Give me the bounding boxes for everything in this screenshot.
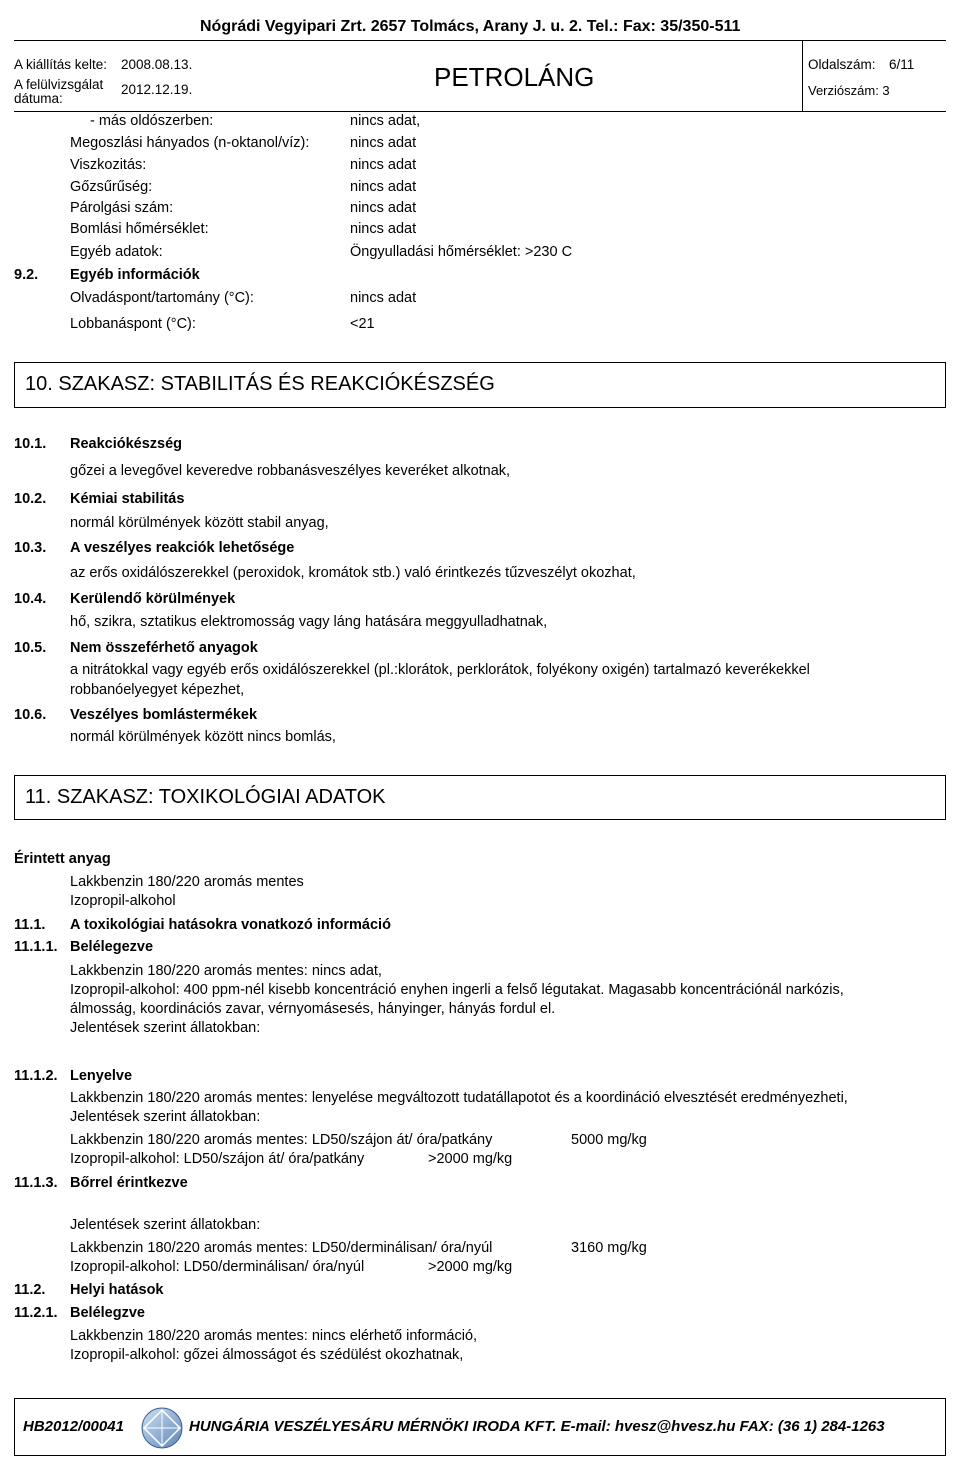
body-text: Izopropil-alkohol: LD50/szájon át/ óra/patkány	[70, 1151, 365, 1167]
subsection-text: normál körülmények között nincs bomlás,	[70, 729, 336, 745]
header-divider	[14, 40, 946, 41]
subsection-title: A veszélyes reakciók lehetősége	[70, 540, 295, 556]
subsection-number: 10.4.	[14, 591, 47, 607]
section-10-header	[14, 362, 946, 408]
prop-label: Viszkozitás:	[70, 157, 147, 173]
prop-value: nincs adat	[350, 221, 417, 237]
prop-label: Megoszlási hányados (n-oktanol/víz):	[70, 135, 310, 151]
prop-label: Egyéb adatok:	[70, 244, 163, 260]
page-number-label: Oldalszám:	[808, 57, 876, 72]
prop-label: Bomlási hőmérséklet:	[70, 221, 209, 237]
prop-label: Gőzsűrűség:	[70, 179, 153, 195]
company-logo-icon	[140, 1406, 184, 1450]
subsection-number: 10.5.	[14, 640, 47, 656]
toxicity-value: >2000 mg/kg	[428, 1151, 513, 1167]
subsection-text: gőzei a levegővel keveredve robbanásveszélyes keveréket alkotnak,	[70, 463, 511, 479]
body-text: Lakkbenzin 180/220 aromás mentes: nincs adat,	[70, 963, 382, 979]
subsection-title: Nem összeférhető anyagok	[70, 640, 258, 656]
subsection-title: A toxikológiai hatásokra vonatkozó információ	[70, 917, 391, 933]
prop-value: nincs adat,	[350, 113, 421, 129]
issue-date: 2008.08.13.	[121, 57, 193, 72]
product-name: PETROLÁNG	[434, 62, 595, 92]
subsection-title: Belélegzve	[70, 1305, 145, 1321]
header-vertical-divider	[802, 40, 803, 111]
section-title: Egyéb információk	[70, 267, 200, 283]
subsection-title: Reakciókészség	[70, 436, 183, 452]
subsection-title: Bőrrel érintkezve	[70, 1175, 188, 1191]
subsection-text: az erős oxidálószerekkel (peroxidok, kromátok stb.) való érintkezés tűzveszélyt okozhat,	[70, 565, 636, 581]
subsection-title: Belélegezve	[70, 939, 154, 955]
revision-date-label-2: dátuma:	[14, 91, 63, 106]
prop-value: nincs adat	[350, 157, 417, 173]
page-number: 6/11	[889, 57, 915, 72]
subsection-title: Helyi hatások	[70, 1282, 164, 1298]
prop-value: nincs adat	[350, 135, 417, 151]
revision-date-label: A felülvizsgálat	[14, 77, 104, 92]
subsection-number: 11.1.3.	[14, 1175, 58, 1191]
prop-value: nincs adat	[350, 179, 417, 195]
company-header: Nógrádi Vegyipari Zrt. 2657 Tolmács, Arany J. u. 2. Tel.: Fax: 35/350-511	[200, 18, 741, 35]
substance-name: Izopropil-alkohol	[70, 893, 176, 909]
body-text: Izopropil-alkohol: gőzei álmosságot és szédülést okozhatnak,	[70, 1347, 464, 1363]
subsection-number: 11.1.2.	[14, 1068, 58, 1084]
section-number: 9.2.	[14, 267, 39, 283]
subsection-title: Kémiai stabilitás	[70, 491, 185, 507]
subsection-number: 10.3.	[14, 540, 47, 556]
header-bottom-divider	[14, 111, 946, 112]
body-text: Lakkbenzin 180/220 aromás mentes: lenyelése megváltozott tudatállapotot és a koordináció elvesztését eredményezheti,	[70, 1090, 848, 1106]
revision-date: 2012.12.19.	[121, 82, 193, 97]
substance-name: Lakkbenzin 180/220 aromás mentes	[70, 874, 304, 890]
subsection-number: 11.1.	[14, 917, 46, 933]
flash-point-value: <21	[350, 316, 375, 332]
subsection-number: 10.6.	[14, 707, 47, 723]
flash-range-label: Olvadáspont/tartomány (°C):	[70, 290, 254, 306]
prop-value: Öngyulladási hőmérséklet: >230 C	[350, 244, 573, 260]
prop-label: Párolgási szám:	[70, 200, 174, 216]
issue-date-label: A kiállítás kelte:	[14, 57, 108, 72]
subsection-title: Lenyelve	[70, 1068, 133, 1084]
body-text: álmosság, koordinációs zavar, vérnyomásesés, hányinger, hányás fordul el.	[70, 1001, 556, 1017]
subsection-title: Kerülendő körülmények	[70, 591, 236, 607]
body-text: Lakkbenzin 180/220 aromás mentes: nincs elérhető információ,	[70, 1328, 478, 1344]
subsection-number: 10.1.	[14, 436, 47, 452]
body-text: Jelentések szerint állatokban:	[70, 1020, 261, 1036]
body-text: Jelentések szerint állatokban:	[70, 1109, 261, 1125]
subsection-number: 11.1.1.	[14, 939, 58, 955]
subsection-text: a nitrátokkal vagy egyéb erős oxidálószerekkel (pl.:klorátok, perklorátok, folyékony oxigén) tartalmazó keverékekkel	[70, 662, 810, 678]
body-text: Jelentések szerint állatokban:	[70, 1217, 261, 1233]
prop-label: - más oldószerben:	[90, 113, 214, 129]
section-11-title: 11. SZAKASZ: TOXIKOLÓGIAI ADATOK	[25, 786, 386, 808]
footer	[14, 1398, 946, 1456]
body-text: Lakkbenzin 180/220 aromás mentes: LD50/derminálisan/ óra/nyúl	[70, 1240, 493, 1256]
affected-substance-heading: Érintett anyag	[14, 851, 111, 867]
toxicity-value: 3160 mg/kg	[571, 1240, 647, 1256]
footer-company-info: HUNGÁRIA VESZÉLYESÁRU MÉRNÖKI IRODA KFT. E-mail: hvesz@hvesz.hu FAX: (36 1) 284-1263	[189, 1418, 885, 1435]
version-number: Verziószám: 3	[808, 83, 890, 98]
subsection-title: Veszélyes bomlástermékek	[70, 707, 258, 723]
subsection-number: 10.2.	[14, 491, 47, 507]
body-text: Izopropil-alkohol: 400 ppm-nél kisebb koncentráció enyhen ingerli a felső légutakat. Magasabb koncentrációnál narkózis,	[70, 982, 844, 998]
section-11-header	[14, 775, 946, 820]
subsection-text: normál körülmények között stabil anyag,	[70, 515, 329, 531]
document-code: HB2012/00041	[23, 1418, 124, 1435]
subsection-text: hő, szikra, sztatikus elektromosság vagy láng hatására meggyulladhatnak,	[70, 614, 548, 630]
prop-value: nincs adat	[350, 200, 417, 216]
toxicity-value: 5000 mg/kg	[571, 1132, 647, 1148]
flash-point-label: Lobbanáspont (°C):	[70, 316, 196, 332]
subsection-number: 11.2.1.	[14, 1305, 58, 1321]
body-text: Izopropil-alkohol: LD50/derminálisan/ óra/nyúl	[70, 1259, 365, 1275]
section-10-title: 10. SZAKASZ: STABILITÁS ÉS REAKCIÓKÉSZSÉG	[25, 373, 495, 395]
subsection-text: robbanóelyegyet képezhet,	[70, 682, 245, 698]
body-text: Lakkbenzin 180/220 aromás mentes: LD50/szájon át/ óra/patkány	[70, 1132, 493, 1148]
flash-range-value: nincs adat	[350, 290, 417, 306]
subsection-number: 11.2.	[14, 1282, 46, 1298]
toxicity-value: >2000 mg/kg	[428, 1259, 513, 1275]
